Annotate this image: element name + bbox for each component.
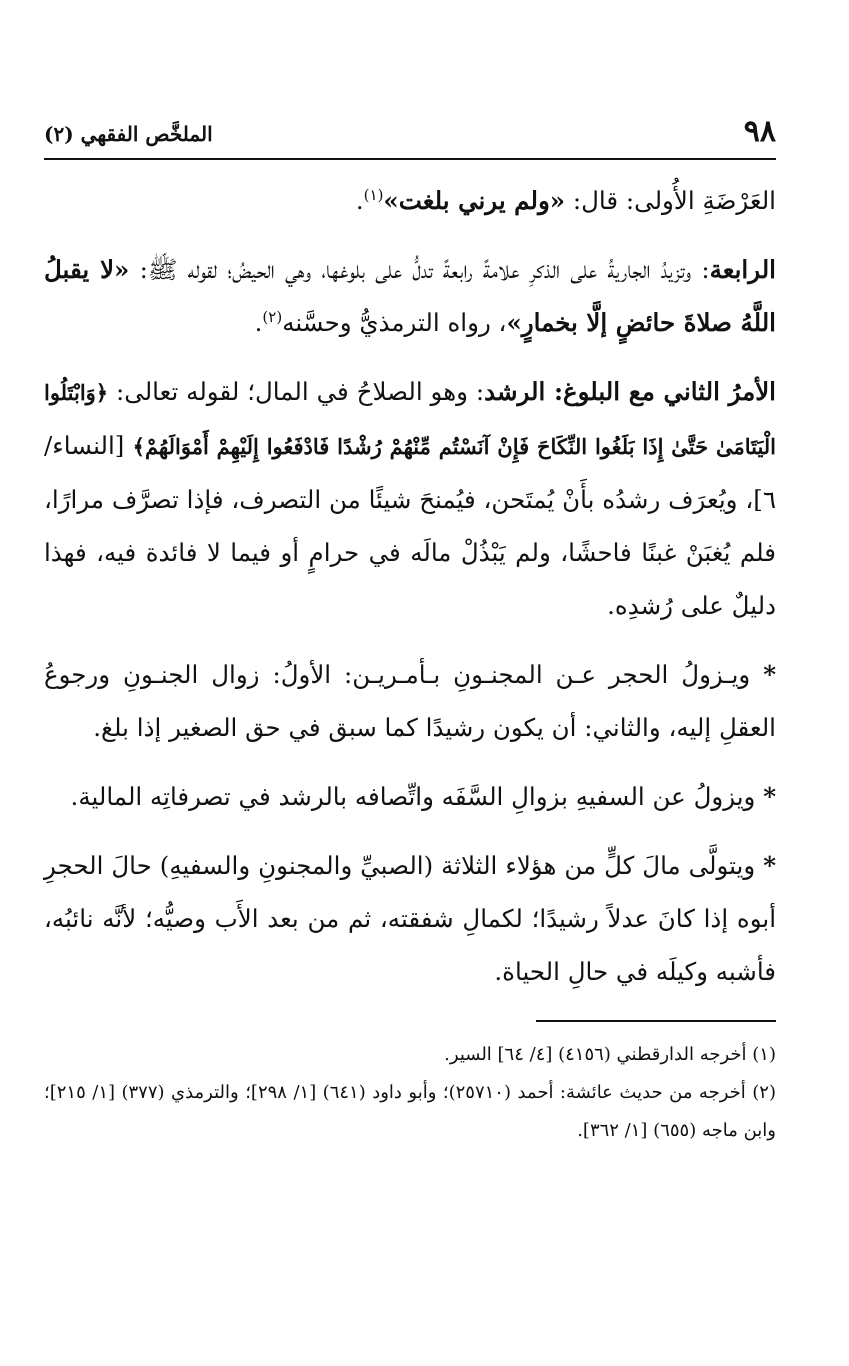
footnote-2: (٢) أخرجه من حديث عائشة: أحمد (٢٥٧١٠)؛ وأبو داود (٦٤١) [١/ ٢٩٨]؛ والترمذي (٣٧٧) [١/ ٢١٥]؛ وابن ماجه (٦٥٥) [١/ ٣٦٢]. xyxy=(44,1082,776,1141)
page-header xyxy=(44,110,776,160)
paragraph-rushd xyxy=(44,365,776,632)
hadith-quote: «لا يقبلُ اللَّهُ صلاةَ حائضٍ إلَّا بخمارٍ» xyxy=(44,255,776,337)
paragraph-text: : وتزيدُ الجاريةُ على الذكرِ علامةً رابعةً تدلُّ على بلوغها، وهي الحيضُ؛ لقوله ﷺ: xyxy=(129,255,710,284)
paragraph-text: : وهو الصلاحُ في المال؛ لقوله تعالى: xyxy=(108,377,485,406)
paragraph-text: ، رواه الترمذيُّ وحسَّنه xyxy=(282,308,507,337)
paragraph-suffix: . xyxy=(355,186,364,215)
paragraph-text: العَرْضَةِ الأُولى: قال: xyxy=(565,186,776,215)
paragraph-text: ويزولُ عن السفيهِ بزوالِ السَّفَه واتِّصافه بالرشد في تصرفاتِه المالية. xyxy=(70,782,764,811)
footnote-ref-2[interactable]: (٢) xyxy=(262,307,283,326)
footnote-1: (١) أخرجه الدارقطني (٤١٥٦) [٤/ ٦٤] السير. xyxy=(444,1044,776,1065)
bullet-star: * xyxy=(763,851,776,880)
paragraph-lead: الرابعة xyxy=(709,255,776,284)
paragraph-guardian xyxy=(44,839,776,998)
paragraph-foolish xyxy=(44,770,776,823)
page-number: ٩٨ xyxy=(743,114,776,149)
quran-verse: ﴿وَابْتَلُوا الْيَتَامَىٰ حَتَّىٰ إِذَا بَلَغُوا النِّكَاحَ فَإِنْ آنَسْتُم مِّنْهُمْ رُشْدًا فَادْفَعُوا إِلَيْهِمْ أَمْوَالَهُمْ﴾ xyxy=(44,380,777,459)
paragraph-insane xyxy=(44,648,776,754)
running-title: الملخَّص الفقهي (٢) xyxy=(44,122,213,146)
main-text xyxy=(44,174,776,998)
footnote-divider xyxy=(536,1020,776,1022)
paragraph-text: ويتولَّى مالَ كلٍّ من هؤلاء الثلاثة (الصبيِّ والمجنونِ والسفيهِ) حالَ الحجرِ أبوه إذا كانَ عدلاً رشيدًا؛ لكمالِ شفقته، ثم من بعد الأَب وصيُّه؛ لأنَّه نائبُه، فأشبه وكيلَه في حالِ الحياة. xyxy=(44,851,776,986)
paragraph-text: ويـزولُ الحجر عـن المجنـونِ بـأمـريـن: الأولُ: زوال الجنـونِ ورجوعُ العقلِ إليه، والثاني: أن يكون رشيدًا كما سبق في حق الصغير إذا بلغ. xyxy=(44,660,776,742)
paragraph-suffix: . xyxy=(254,308,263,337)
hadith-quote: «ولم يرني بلغت» xyxy=(383,186,566,215)
paragraph-text: [النساء/ ٦]، ويُعرَف رشدُه بأَنْ يُمتَحن، فيُمنحَ شيئًا من التصرف، فإذا تصرَّف مرارًا، فلم يُغبَنْ غبنًا فاحشًا، ولم يَبْذُلْ مالَه في حرامٍ أو فيما لا فائدة فيه، فهذا دليلٌ على رُشدِه. xyxy=(44,431,776,620)
paragraph-first-display xyxy=(44,174,776,227)
book-page xyxy=(44,110,776,1150)
footnotes xyxy=(44,1036,776,1150)
paragraph-fourth-sign xyxy=(44,243,776,349)
paragraph-lead: الأمرُ الثاني مع البلوغ: الرشد xyxy=(484,377,776,406)
bullet-star: * xyxy=(763,660,776,689)
footnote-ref-1[interactable]: (١) xyxy=(363,185,384,204)
bullet-star: * xyxy=(763,782,776,811)
